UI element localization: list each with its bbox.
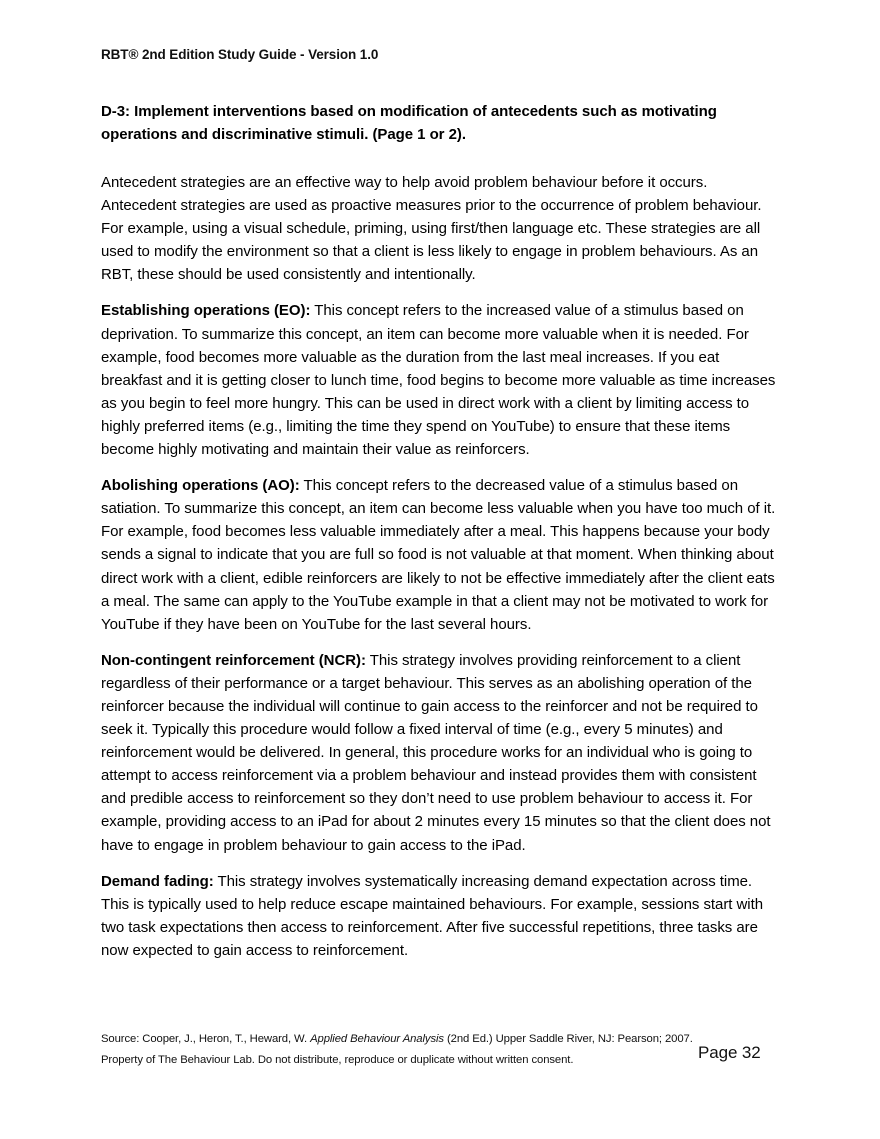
paragraph-text: This strategy involves providing reinforcement to a client regardless of their performance or a target behaviour. This serves as an abolishing operation of the reinforcer because the individual will continue to gain access to the reinforcer and not be required to seek it. Typically this procedure would follow a fixed interval of time (e.g., every 5 minutes) and reinforcement would be delivered. In general, this procedure works for an individual who is going to attempt to access reinforcement via a problem behaviour and instead provides them with consistent and predible access to reinforcement so they don’t need to use problem behaviour to access it. For example, providing access to an iPad for about 2 minutes every 15 minutes so that the client does not have to engage in problem behaviour to gain access to the iPad. xyxy=(101,651,771,854)
paragraph-abolishing-operations xyxy=(101,474,779,636)
paragraph-lead-in: Abolishing operations (AO): xyxy=(101,477,300,495)
paragraph-non-contingent-reinforcement xyxy=(101,649,779,857)
paragraph-establishing-operations xyxy=(101,299,779,461)
paragraph-lead-in: Demand fading: xyxy=(101,872,214,890)
running-header-title: RBT® 2nd Edition Study Guide - Version 1.0 xyxy=(101,47,379,62)
paragraph-lead-in: Establishing operations (EO): xyxy=(101,302,311,320)
paragraph-intro xyxy=(101,171,779,286)
source-citation-book-title: Applied Behaviour Analysis xyxy=(310,1033,444,1045)
page-number: Page 32 xyxy=(698,1043,761,1062)
source-citation-prefix: Source: Cooper, J., Heron, T., Heward, W. xyxy=(101,1033,311,1045)
paragraph-text: Antecedent strategies are an effective way to help avoid problem behaviour before it occurs. Antecedent strategies are used as proactive measures prior to the occurrence of problem behaviour. For example, using a visual schedule, priming, using first/then language etc. These strategies are all used to modify the environment so that a client is less likely to engage in problem behaviours. As an RBT, these should be used consistently and intentionally. xyxy=(101,174,762,284)
paragraph-spacer xyxy=(101,461,779,474)
page-title-line-1: D-3: Implement interventions based on modification of antecedents such as motivating xyxy=(101,103,717,120)
paragraph-text: This concept refers to the decreased value of a stimulus based on satiation. To summarize this concept, an item can become less valuable when you have too much of it. For example, food becomes less valuable immediately after a meal. This happens because your body sends a signal to indicate that you are full so food is not valuable at that moment. When thinking about direct work with a client, edible reinforcers are likely to not be effective immediately after the client eats a meal. The same can apply to the YouTube example in that a client may not be motivated to work for YouTube if they have been on YouTube for the last several hours. xyxy=(101,477,776,633)
source-citation xyxy=(101,1029,779,1050)
document-body xyxy=(101,100,779,962)
paragraph-text: This strategy involves systematically increasing demand expectation across time. This is typically used to help reduce escape maintained behaviours. For example, sessions start with two task expectations then access to reinforcement. After five successful repetitions, three tasks are now expected to gain access to reinforcement. xyxy=(101,872,763,959)
paragraph-text: This concept refers to the increased value of a stimulus based on deprivation. To summarize this concept, an item can become more valuable when it is needed. For example, food becomes more valuable as the duration from the last meal increases. If you eat breakfast and it is getting closer to lunch time, food begins to become more valuable as time increases as you begin to feel more hungry. This can be used in direct work with a client by limiting access to highly preferred items (e.g., limiting the time they spend on YouTube) to ensure that these items become highly motivating and maintain their value as reinforcers. xyxy=(101,302,776,459)
page-title-line-2: operations and discriminative stimuli. (Page 1 or 2). xyxy=(101,126,466,143)
page-title xyxy=(101,100,779,146)
paragraph-lead-in: Non-contingent reinforcement (NCR): xyxy=(101,651,366,669)
paragraph-spacer xyxy=(101,636,779,649)
document-footer xyxy=(101,1029,779,1071)
title-spacer xyxy=(101,146,779,171)
source-citation-suffix: (2nd Ed.) Upper Saddle River, NJ: Pearson; 2007. xyxy=(443,1033,693,1045)
property-notice: Property of The Behaviour Lab. Do not distribute, reproduce or duplicate without written consent. xyxy=(101,1054,574,1066)
paragraph-demand-fading xyxy=(101,870,779,962)
paragraph-spacer xyxy=(101,857,779,870)
paragraph-spacer xyxy=(101,286,779,299)
